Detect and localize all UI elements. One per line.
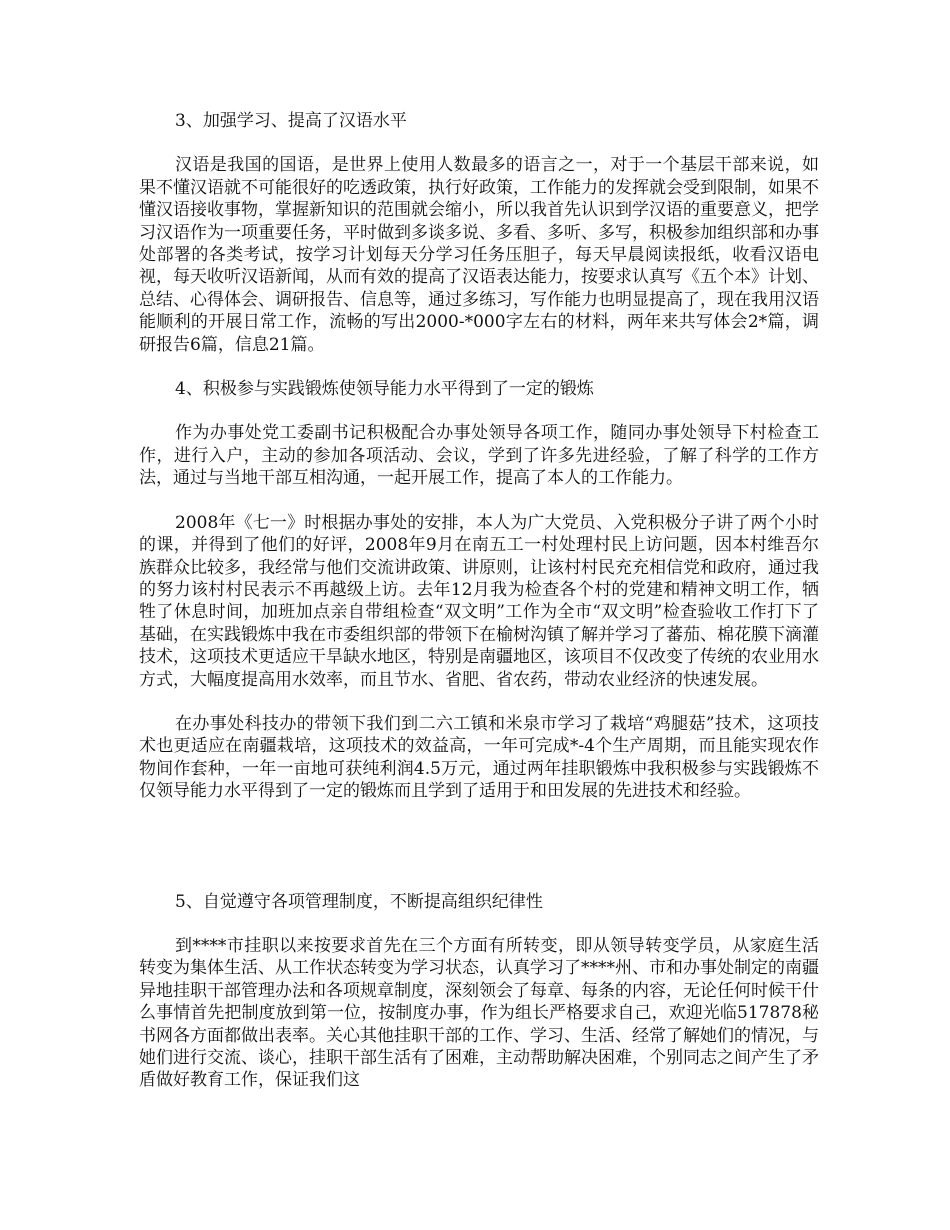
section-heading-5: 5、自觉遵守各项管理制度，不断提高组织纪律性 — [175, 891, 543, 912]
paragraph-party-work: 作为办事处党工委副书记积极配合办事处领导各项工作，随同办事处领导下村检查工作，进行入户，主动的参加各项活动、会议，学到了许多先进经验，了解了科学的工作方法，通过与当地干部互相沟通，一起开展工作，提高了本人的工作能力。 — [139, 423, 819, 489]
paragraph-chinese-study: 汉语是我国的国语，是世界上使用人数最多的语言之一，对于一个基层干部来说，如果不懂汉语就不可能很好的吃透政策，执行好政策，工作能力的发挥就会受到限制，如果不懂汉语接收事物，掌握新知识的范围就会缩小，所以我首先认识到学汉语的重要意义，把学习汉语作为一项重要任务，平时做到多谈多说、多看、多听、多写，积极参加组织部和办事处部署的各类考试，按学习计划每天分学习任务压胆子，每天早晨阅读报纸，收看汉语电视，每天收听汉语新闻，从而有效的提高了汉语表达能力，按要求认真写《五个本》计划、总结、心得体会、调研报告、信息等，通过多练习，写作能力也明显提高了，现在我用汉语能顺利的开展日常工作，流畅的写出2000-*000字左右的材料，两年来共写体会2*篇，调研报告6篇，信息21篇。 — [139, 155, 819, 355]
paragraph-discipline: 到****市挂职以来按要求首先在三个方面有所转变，即从领导转变学员，从家庭生活转变为集体生活、从工作状态转变为学习状态，认真学习了****州、市和办事处制定的南疆异地挂职干部管理办法和各项规章制度，深刻领会了每章、每条的内容，无论任何时候干什么事情首先把制度放到第一位，按制度办事，作为组长严格要求自己，欢迎光临517878秘书网各方面都做出表率。关心其他挂职干部的工作、学习、生活、经常了解她们的情况，与她们进行交流、谈心，挂职干部生活有了困难，主动帮助解决困难，个别同志之间产生了矛盾做好教育工作，保证我们这 — [139, 935, 819, 1091]
section-heading-3: 3、加强学习、提高了汉语水平 — [175, 111, 407, 131]
document-body — [139, 110, 819, 1114]
paragraph-2008-activities: 2008年《七一》时根据办事处的安排，本人为广大党员、入党积极分子讲了两个小时的课，并得到了他们的好评，2008年9月在南五工一村处理村民上访问题，因本村维吾尔族群众比较多，我经常与他们交流讲政策、讲原则，让该村村民充充相信党和政府，通过我的努力该村村民表示不再越级上访。去年12月我为检查各个村的党建和精神文明工作，牺牲了休息时间，加班加点亲自带组检查“双文明”工作为全市“双文明”检查验收工作打下了基础，在实践锻炼中我在市委组织部的带领下在榆树沟镇了解并学习了蕃茄、棉花膜下滴灌技术，这项技术更适应干旱缺水地区，特别是南疆地区，该项目不仅改变了传统的农业用水方式，大幅度提高用水效率，而且节水、省肥、省农药，带动农业经济的快速发展。 — [139, 512, 819, 690]
section-spacer — [139, 825, 819, 891]
section-heading-4: 4、积极参与实践锻炼使领导能力水平得到了一定的锻炼 — [175, 379, 594, 400]
paragraph-mushroom-technology: 在办事处科技办的带领下我们到二六工镇和米泉市学习了栽培“鸡腿菇”技术，这项技术也更适应在南疆栽培，这项技术的效益高，一年可完成*-4个生产周期，而且能实现农作物间作套种，一年一亩地可获纯利润4.5万元，通过两年挂职锻炼中我积极参与实践锻炼不仅领导能力水平得到了一定的锻炼而且学到了适用于和田发展的先进技术和经验。 — [139, 713, 819, 802]
